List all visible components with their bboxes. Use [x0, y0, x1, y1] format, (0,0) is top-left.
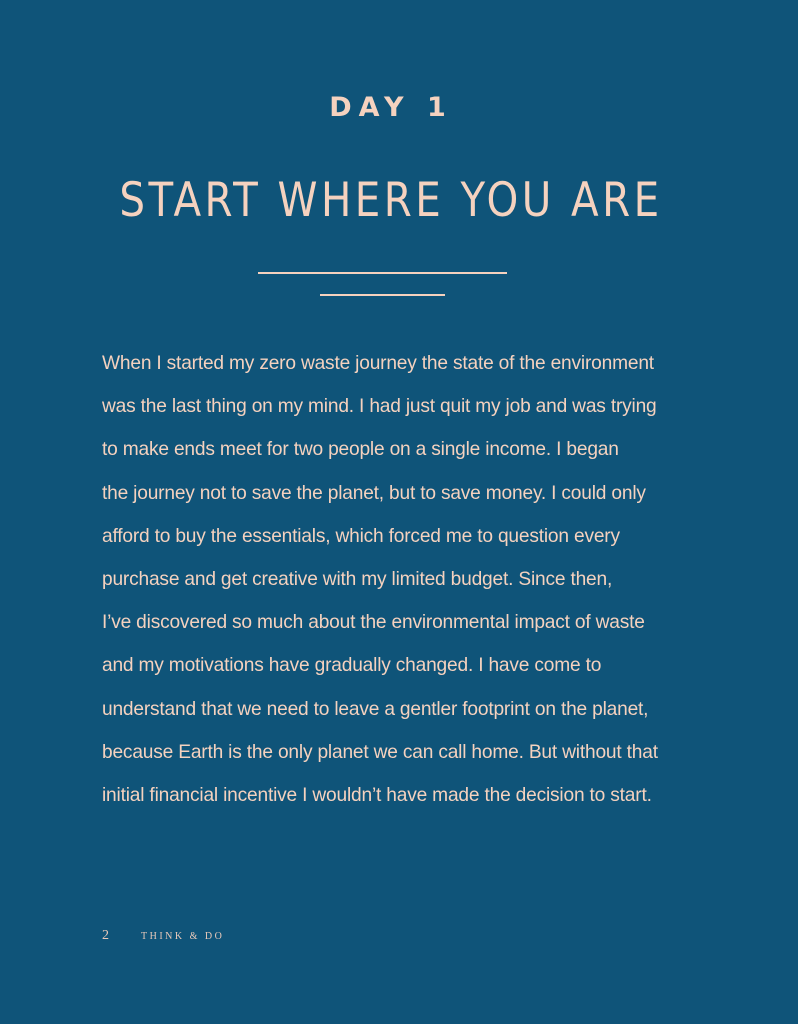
body-line: because Earth is the only planet we can call home. But without that [102, 740, 658, 763]
body-line: the journey not to save the planet, but to save money. I could only [102, 481, 646, 504]
body-line: When I started my zero waste journey the state of the environment [102, 352, 654, 374]
body-line: I’ve discovered so much about the environmental impact of waste [102, 611, 645, 634]
body-paragraph [102, 342, 702, 817]
title-divider-long [258, 272, 507, 274]
day-label: DAY 1 [329, 92, 453, 123]
body-line: was the last thing on my mind. I had just quit my job and was trying [102, 395, 657, 418]
body-line: and my motivations have gradually changed. I have come to [102, 654, 602, 677]
title-divider-short [320, 294, 445, 296]
body-line: afford to buy the essentials, which forced me to question every [102, 524, 620, 547]
page-title: START WHERE YOU ARE [119, 173, 663, 228]
body-line: understand that we need to leave a gentler footprint on the planet, [102, 697, 649, 720]
body-line: to make ends meet for two people on a single income. I began [102, 438, 619, 461]
page-number: 2 [102, 928, 109, 943]
body-line: initial financial incentive I wouldn’t have made the decision to start. [102, 783, 652, 806]
running-head: THINK & DO [141, 931, 225, 942]
page-footer [102, 928, 224, 948]
body-line: purchase and get creative with my limited budget. Since then, [102, 567, 613, 590]
